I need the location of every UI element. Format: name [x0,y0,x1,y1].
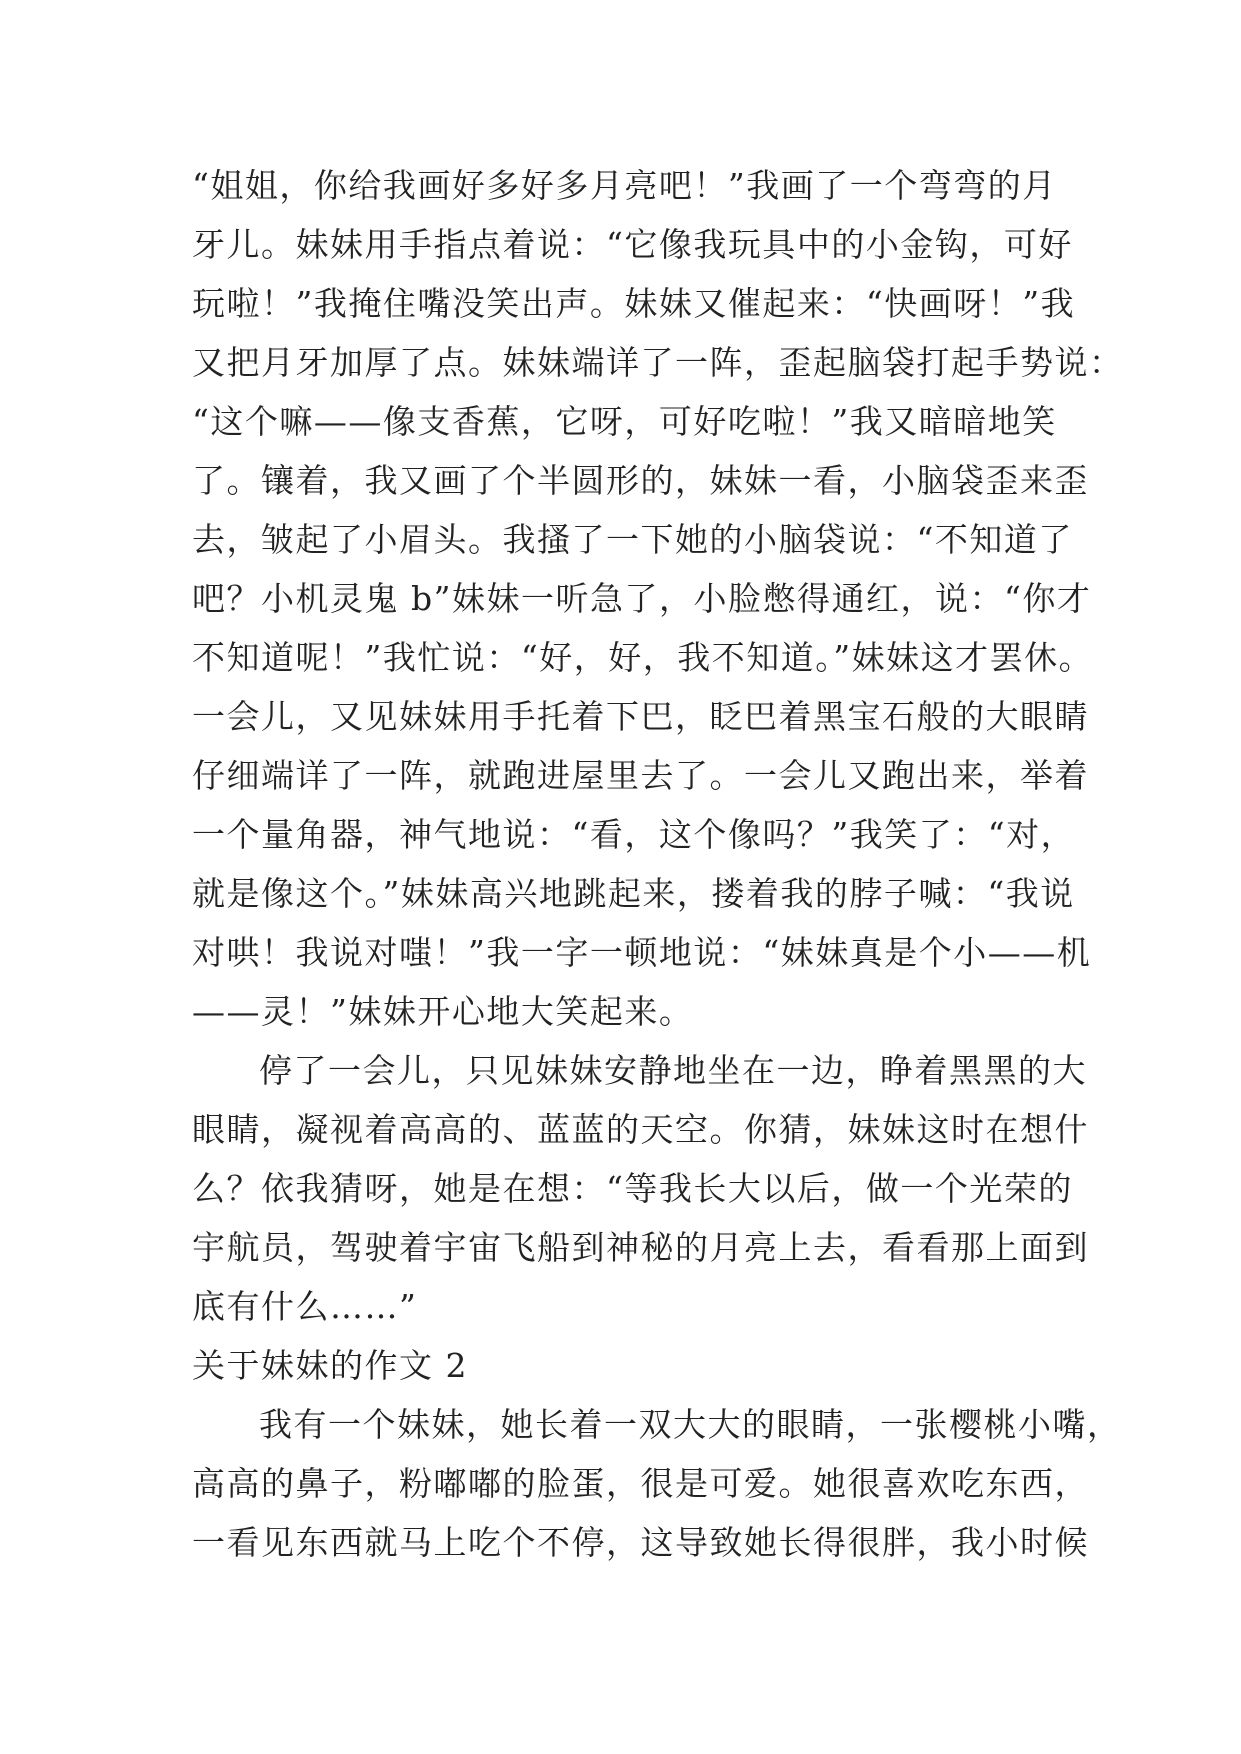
text-line: 么？依我猜呀，她是在想：“等我长大以后，做一个光荣的 [192,1169,1073,1208]
text-line: 吧？小机灵鬼 b”妹妹一听急了，小脸憋得通红，说：“你才 [192,579,1092,618]
text-line: 玩啦！”我掩住嘴没笑出声。妹妹又催起来：“快画呀！”我 [192,284,1076,323]
text-line: 宇航员，驾驶着宇宙飞船到神秘的月亮上去，看看那上面到 [192,1228,1089,1267]
paragraph-first-line: 停了一会儿，只见妹妹安静地坐在一边，睁着黑黑的大 [259,1051,1087,1090]
text-line: 眼睛，凝视着高高的、蓝蓝的天空。你猜，妹妹这时在想什 [192,1110,1089,1149]
text-line: “姐姐，你给我画好多好多月亮吧！”我画了一个弯弯的月 [192,166,1057,205]
text-line: 对哄！我说对嗤！”我一字一顿地说：“妹妹真是个小——机 [192,933,1092,972]
paragraph-first-line: 我有一个妹妹，她长着一双大大的眼睛，一张樱桃小嘴， [259,1405,1122,1444]
text-line: 底有什么……” [192,1287,418,1326]
text-line: 不知道呢！”我忙说：“好，好，我不知道。”妹妹这才罢休。 [192,638,1094,677]
text-line: 了。镶着，我又画了个半圆形的，妹妹一看，小脑袋歪来歪 [192,461,1089,500]
text-line: 又把月牙加厚了点。妹妹端详了一阵，歪起脑袋打起手势说： [192,343,1124,382]
text-line: 牙儿。妹妹用手指点着说：“它像我玩具中的小金钩，可好 [192,225,1073,264]
text-line: 一看见东西就马上吃个不停，这导致她长得很胖，我小时候 [192,1523,1089,1562]
text-line: 一个量角器，神气地说：“看，这个像吗？”我笑了：“对， [192,815,1076,854]
text-line: 高高的鼻子，粉嘟嘟的脸蛋，很是可爱。她很喜欢吃东西， [192,1464,1089,1503]
text-line: 仔细端详了一阵，就跑进屋里去了。一会儿又跑出来，举着 [192,756,1089,795]
section-heading: 关于妹妹的作文 2 [192,1346,468,1385]
text-line: 就是像这个。”妹妹高兴地跳起来，搂着我的脖子喊：“我说 [192,874,1075,913]
text-line: “这个嘛——像支香蕉，它呀，可好吃啦！”我又暗暗地笑 [192,402,1057,441]
text-line: 去，皱起了小眉头。我搔了一下她的小脑袋说：“不知道了 [192,520,1073,559]
text-line: ——灵！”妹妹开心地大笑起来。 [192,992,694,1031]
text-line: 一会儿，又见妹妹用手托着下巴，眨巴着黑宝石般的大眼睛 [192,697,1089,736]
